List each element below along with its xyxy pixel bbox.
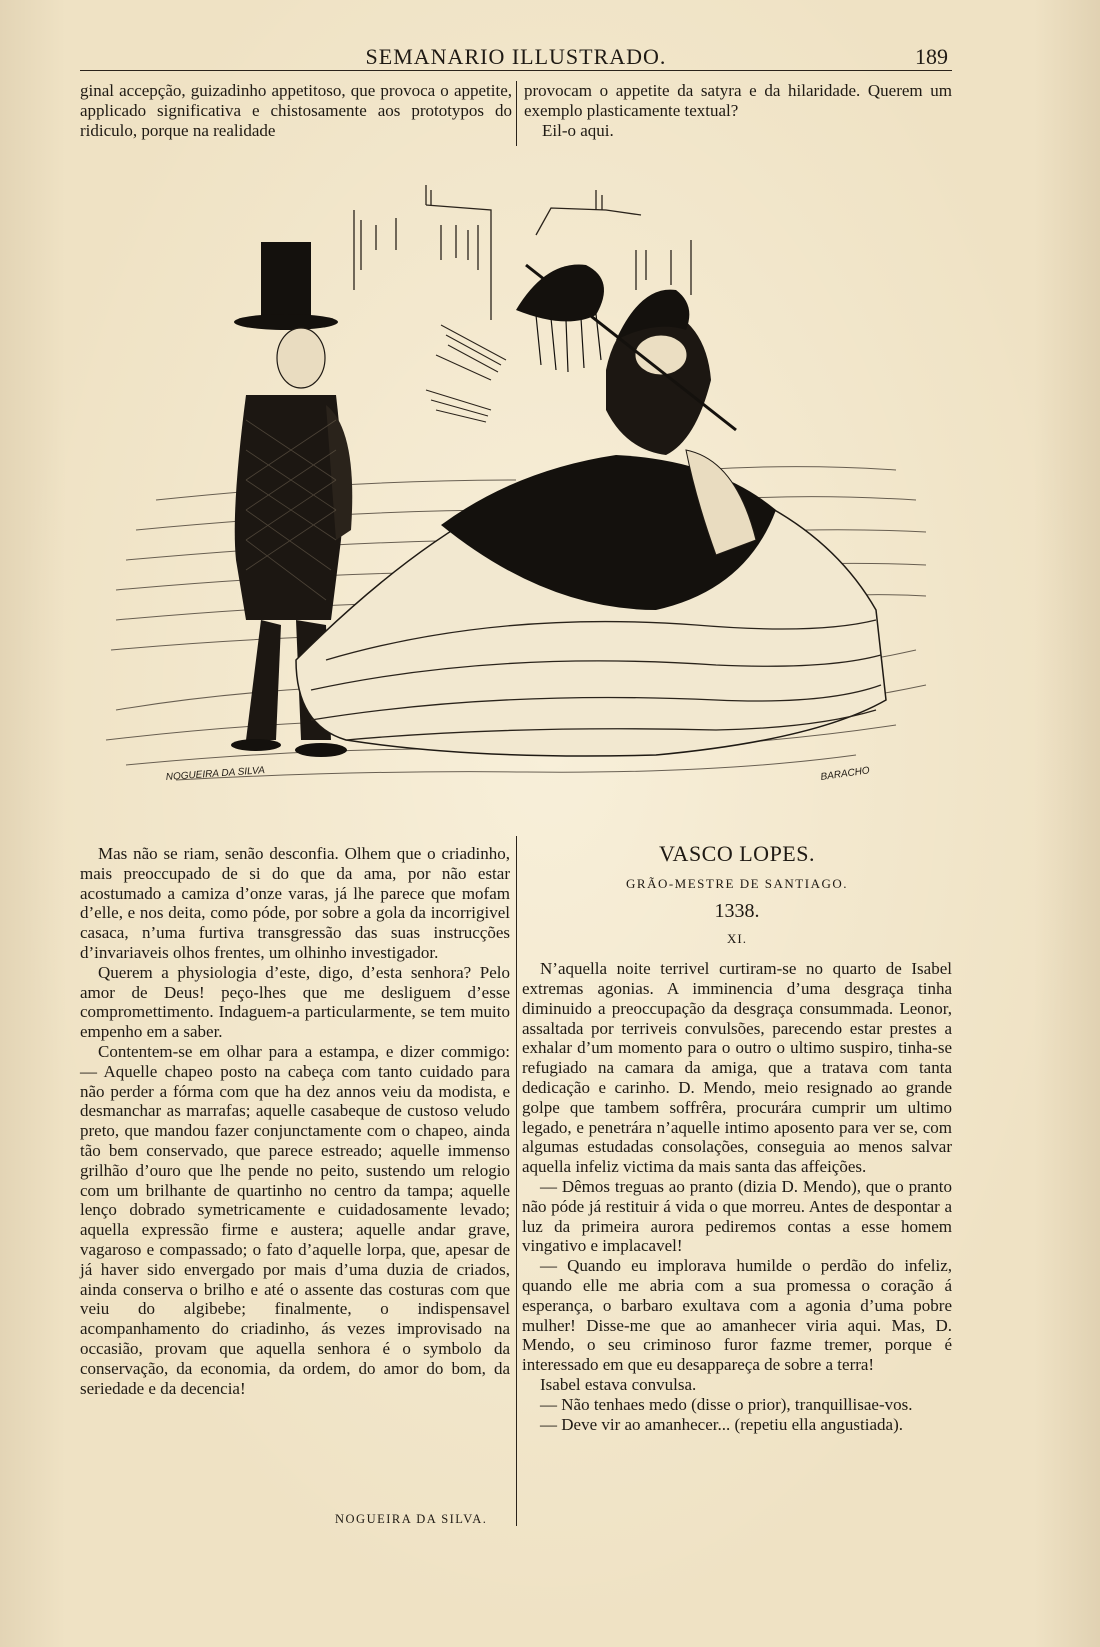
paragraph: — Deve vir ao amanhecer... (repetiu ella angustiada). (540, 1414, 903, 1434)
background-buildings (354, 185, 691, 320)
paragraph: — Não tenhaes medo (disse o prior), tranquillisae-vos. (540, 1394, 913, 1414)
column-divider-top (516, 81, 517, 146)
article-year: 1338. (714, 899, 760, 922)
engraver-signature: NOGUEIRA DA SILVA (165, 765, 266, 783)
paragraph: — Dêmos treguas ao pranto (dizia D. Mendo), que o pranto não póde já restituir á vida o que morreu. Antes de despontar a luz da primeira aurora pediremos contas a esse homem vingativo e implacavel! (522, 1176, 952, 1256)
left-article-column (80, 844, 510, 1398)
paragraph: N’aquella noite terrivel curtiram-se no quarto de Isabel extremas agonias. A imminencia d’uma desgraça tinha diminuido a preoccupação da desgraça consummada. Leonor, assaltada por terriveis convulsões, parecendo estar prestes a exhalar d’um momento para o outro o ultimo suspiro, tinha-se refugiado na camara da amiga, que a tratava com tanta dedicação e carinho. D. Mendo, meio resignado ao grande golpe que tambem soffrêra, procurára cumprir um ultimo legado, e penetrára n’aquelle intimo aposento para ver se, com algumas estudadas consolações, conseguia ao menos salvar aquella infeliz victima da mais santa das affeições. (522, 959, 952, 1177)
top-left-column (80, 81, 512, 140)
column-divider-bottom (516, 836, 517, 1526)
paragraph: Contentem-se em olhar para a estampa, e dizer commigo: — Aquelle chapeo posto na cabeça com tanto cuidado para não perder a fórma com que ha dez annos veiu da modista, e desmanchar as marrafas; aquelle casabeque de custoso veludo preto, que mandou fazer conjunctamente com o chapeo, ainda tão bem conservado, que parece estreado; aquelle immenso grilhão d’ouro que lhe pende no peito, sustendo um relogio com um brilhante de quartinho no centro da tampa; aquelle lenço dobrado symetricamente e cuidadosamente levado; aquella expressão firme e austera; aquelle andar grave, vagaroso e compassado; o fato d’aquelle lorpa, que, apesar de já haver sido envergado por mais d’uma duzia de criados, ainda conserva o brilho e até o assente das costuras com que veiu do algibebe; finalmente, o indispensavel acompanhamento do criadinho, ás vezes improvisado na occasião, provam que aquella senhora é o symbolo da conservação, da economia, da ordem, do amor do bom, da seriedade e da decencia! (80, 1041, 510, 1398)
paragraph: Mas não se riam, senão desconfia. Olhem que o criadinho, mais preoccupado de si do que da ama, por não estar acostumado a camiza d’onze varas, já lhe parece que mofam d’elle, e nos deita, como póde, por sobre a gola da incorrigivel casaca, n’uma furtiva transgressão das suas instrucções d’invariaveis olhos frentes, um olhinho investigador. (80, 844, 510, 962)
paragraph: Querem a physiologia d’este, digo, d’esta senhora? Pelo amor de Deus! peço-lhes que me desliguem d’esse compromettimento. Indaguem-a particularmente, se tem muito empenho em a saber. (80, 962, 510, 1042)
top-right-column (524, 81, 952, 140)
paragraph: — Quando eu implorava humilde o perdão do infeliz, quando elle me abria com a sua promessa o coração á esperança, o barbaro exultava com a agonia d’uma pobre mulher! Disse-me que ao amanhecer viria aqui. Mas, D. Mendo, o seu criminoso furor fazme tremer, porque é interessado em que eu desappareça de sobre a terra! (522, 1256, 952, 1375)
top-left-text: ginal accepção, guizadinho appetitoso, que provoca o appetite, applicado significativa e chistosamente aos prototypos do ridiculo, porque na realidade (80, 81, 512, 140)
wind-streaks (426, 325, 506, 422)
top-right-text-2: Eil-o aqui. (542, 120, 614, 140)
paragraph: Isabel estava convulsa. (540, 1374, 697, 1394)
woman-figure (296, 290, 886, 756)
article-title: VASCO LOPES. (659, 841, 815, 866)
right-article-column (522, 841, 952, 1434)
page-header (80, 44, 952, 71)
artist-signature: BARACHO (819, 765, 871, 783)
publication-title: SEMANARIO ILLUSTRADO. (365, 44, 667, 69)
section-number: XI. (727, 931, 747, 947)
page-number: 189 (915, 44, 948, 69)
top-right-text: provocam o appetite da satyra e da hilaridade. Querem um exemplo plasticamente textual? (524, 81, 952, 120)
article-subtitle: GRÃO-MESTRE DE SANTIAGO. (626, 875, 848, 891)
author-signature: NOGUEIRA DA SILVA. (335, 1512, 488, 1526)
engraving-illustration (96, 180, 936, 800)
